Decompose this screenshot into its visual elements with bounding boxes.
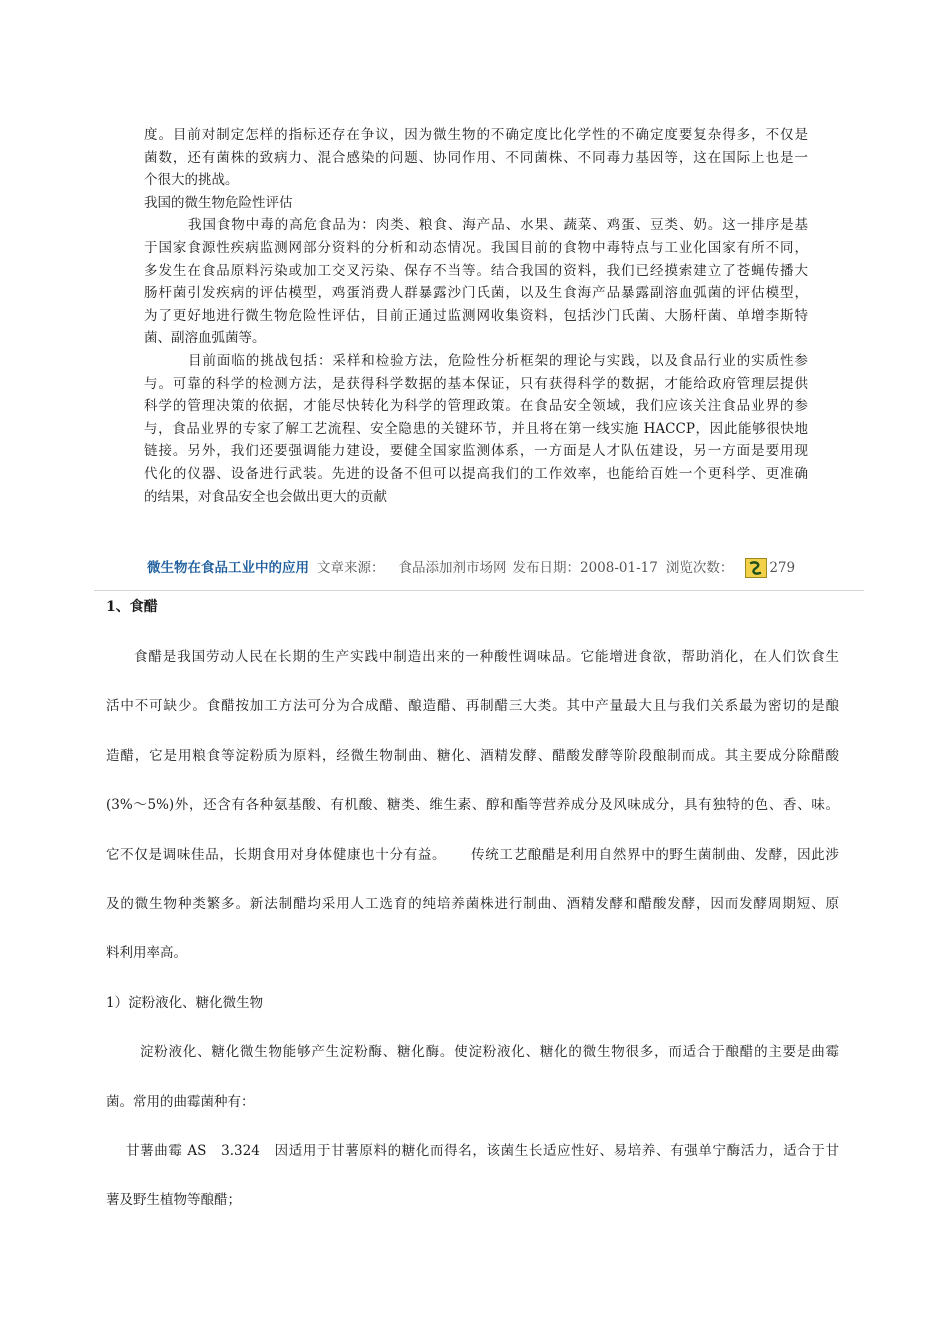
subheading: 我国的微生物危险性评估 [144, 194, 293, 211]
text-line: 菌、副溶血弧菌等。 [144, 330, 266, 347]
text-line: 个很大的挑战。 [144, 172, 239, 189]
source-value: 食品添加剂市场网 [398, 560, 507, 576]
text-line: 造醋，它是用粮食等淀粉质为原料，经微生物制曲、糖化、酒精发酵、醋酸发酵等阶段酿制而成。其主要成分除醋酸 [106, 747, 839, 764]
text-line: 链接。另外，我们还要强调能力建设，要健全国家监测体系，一方面是人才队伍建设，另一方面是要用现 [144, 443, 808, 460]
subheading: 1）淀粉液化、糖化微生物 [106, 994, 264, 1011]
article-body-top [144, 124, 808, 508]
text-line: 于国家食源性疾病监测网部分资料的分析和动态情况。我国目前的食物中毒特点与工业化国家有所不同， [144, 239, 808, 256]
text-line: 活中不可缺少。食醋按加工方法可分为合成醋、酿造醋、再制醋三大类。其中产量最大且与我们关系最为密切的是酿 [106, 698, 839, 715]
text-line: 料利用率高。 [106, 945, 187, 962]
text-line: 代化的仪器、设备进行武装。先进的设备不但可以提高我们的工作效率，也能给百姓一个更科学、更准确 [144, 465, 808, 482]
article-body-bottom [106, 643, 839, 1236]
views-value: 279 [769, 560, 796, 576]
text-line: 甘薯曲霉 AS 3.324 因适用于甘薯原料的糖化而得名，该菌生长适应性好、易培养、有强单宁酶活力，适合于甘 [126, 1142, 839, 1159]
text-line: 菌。常用的曲霉菌种有： [106, 1093, 255, 1110]
views-label: 浏览次数： [665, 560, 734, 576]
text-line: 它不仅是调味佳品，长期食用对身体健康也十分有益。 传统工艺酿醋是利用自然界中的野生菌制曲、发酵，因此涉 [106, 846, 839, 863]
text-line: 的结果，对食品安全也会做出更大的贡献 [144, 488, 387, 505]
source-label: 文章来源： [317, 560, 385, 576]
divider [94, 590, 864, 591]
text-line: 度。目前对制定怎样的指标还存在争议，因为微生物的不确定度比化学性的不确定度要复杂得多，不仅是 [144, 127, 808, 143]
text-line: 我国食物中毒的高危食品为：肉类、粮食、海产品、水果、蔬菜、鸡蛋、豆类、奶。这一排序是基 [188, 217, 808, 234]
text-line: 肠杆菌引发疾病的评估模型，鸡蛋消费人群暴露沙门氏菌，以及生食海产品暴露副溶血弧菌的评估模型， [144, 285, 808, 302]
text-line: 菌数，还有菌株的致病力、混合感染的问题、协同作用、不同菌株、不同毒力基因等，这在国际上也是一 [144, 149, 808, 166]
date-value: 2008-01-17 [580, 560, 658, 576]
text-line: (3%～5%)外，还含有各种氨基酸、有机酸、糖类、维生素、醇和酯等营养成分及风味成分，具有独特的色、香、味。 [106, 797, 839, 814]
counter-icon [745, 558, 767, 578]
text-line: 及的微生物种类繁多。新法制醋均采用人工选育的纯培养菌株进行制曲、酒精发酵和醋酸发酵，因而发酵周期短、原 [106, 895, 839, 912]
article-meta-bar [147, 555, 795, 581]
date-label: 发布日期： [512, 560, 580, 576]
text-line: 与，食品业界的专家了解工艺流程、安全隐患的关键环节，并且将在第一线实施 HACCP，因此能够很快地 [144, 420, 808, 437]
text-line: 食醋是我国劳动人民在长期的生产实践中制造出来的一种酸性调味品。它能增进食欲，帮助消化，在人们饮食生 [134, 649, 839, 665]
text-line: 目前面临的挑战包括：采样和检验方法，危险性分析框架的理论与实践，以及食品行业的实质性参 [188, 352, 808, 369]
article-title-link[interactable]: 微生物在食品工业中的应用 [147, 560, 309, 576]
text-line: 多发生在食品原料污染或加工交叉污染、保存不当等。结合我国的资料，我们已经摸索建立了苍蝇传播大 [144, 262, 808, 279]
text-line: 科学的管理决策的依据，才能尽快转化为科学的管理政策。在食品安全领域，我们应该关注食品业界的参 [144, 398, 808, 415]
section-heading: 1、食醋 [106, 599, 158, 615]
text-line: 淀粉液化、糖化微生物能够产生淀粉酶、糖化酶。使淀粉液化、糖化的微生物很多，而适合于酿醋的主要是曲霉 [140, 1044, 839, 1061]
text-line: 为了更好地进行微生物危险性评估，目前正通过监测网收集资料，包括沙门氏菌、大肠杆菌、单增李斯特 [144, 307, 808, 324]
text-line: 薯及野生植物等酿醋； [106, 1192, 241, 1209]
text-line: 与。可靠的科学的检测方法，是获得科学数据的基本保证，只有获得科学的数据，才能给政府管理层提供 [144, 375, 808, 392]
